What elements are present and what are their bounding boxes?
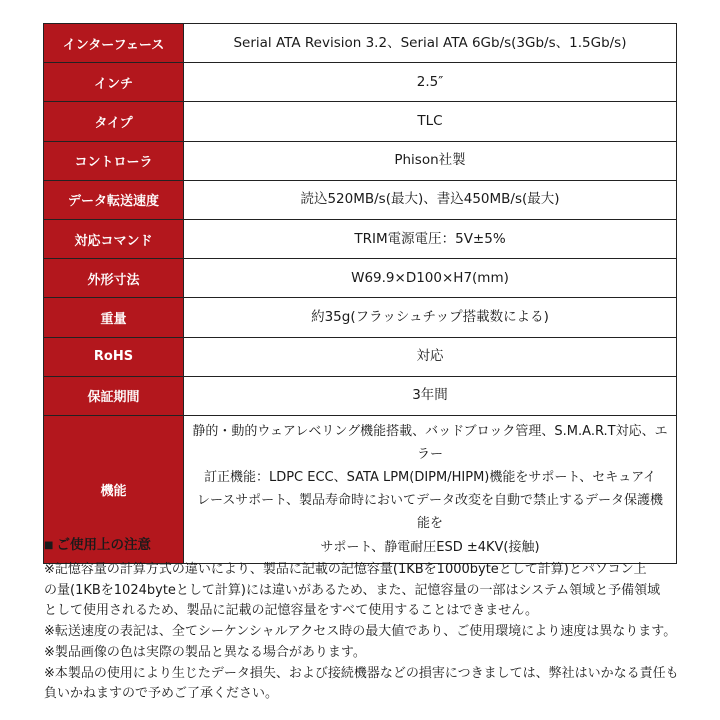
spec-value: TLC bbox=[184, 102, 677, 141]
spec-label: タイプ bbox=[44, 102, 184, 141]
feature-line: 静的・動的ウェアレベリング機能搭載、バッドブロック管理、S.M.A.R.T対応、エラー bbox=[192, 423, 668, 462]
spec-label: データ転送速度 bbox=[44, 180, 184, 219]
spec-value: 約35g(フラッシュチップ搭載数による) bbox=[184, 298, 677, 337]
note-line: 負いかねますので予めご了承ください。 bbox=[44, 686, 279, 702]
spec-row-type bbox=[44, 102, 677, 141]
notes-heading bbox=[44, 533, 684, 553]
spec-table bbox=[43, 23, 677, 564]
spec-value: Phison社製 bbox=[184, 141, 677, 180]
spec-row-transfer-speed bbox=[44, 180, 677, 219]
spec-label: RoHS bbox=[44, 337, 184, 376]
spec-row-warranty bbox=[44, 376, 677, 415]
feature-line: 訂正機能：LDPC ECC、SATA LPM(DIPM/HIPM)機能をサポート、セキュアイ bbox=[203, 470, 657, 486]
feature-line: レースサポート、製品寿命時においてデータ改変を自動で禁止するデータ保護機能を bbox=[197, 493, 663, 532]
spec-row-controller bbox=[44, 141, 677, 180]
square-bullet-icon: ■ bbox=[44, 540, 54, 551]
notes-title: ご使用上の注意 bbox=[56, 537, 151, 553]
spec-label: 重量 bbox=[44, 298, 184, 337]
spec-value: 対応 bbox=[184, 337, 677, 376]
spec-row-weight bbox=[44, 298, 677, 337]
note-line: ※転送速度の表記は、全てシーケンシャルアクセス時の最大値であり、ご使用環境により速度は異なります。 bbox=[44, 624, 677, 640]
spec-label: 対応コマンド bbox=[44, 219, 184, 258]
note-line: の量(1KBを1024byteとして計算)には違いがあるため、また、記憶容量の一部はシステム領域と予備領域 bbox=[44, 582, 661, 598]
spec-row-interface bbox=[44, 24, 677, 63]
spec-value: 読込520MB/s(最大)、書込450MB/s(最大) bbox=[184, 180, 677, 219]
spec-row-inch bbox=[44, 63, 677, 102]
feature-line: サポート、静電耐圧ESD ±4KV(接触) bbox=[320, 539, 540, 555]
spec-value: W69.9×D100×H7(mm) bbox=[184, 259, 677, 298]
spec-label: コントローラ bbox=[44, 141, 184, 180]
spec-value: Serial ATA Revision 3.2、Serial ATA 6Gb/s(3Gb/s、1.5Gb/s) bbox=[184, 24, 677, 63]
spec-value: TRIM電源電圧：5V±5% bbox=[184, 219, 677, 258]
spec-value: 3年間 bbox=[184, 376, 677, 415]
spec-label: インチ bbox=[44, 63, 184, 102]
spec-label: インターフェース bbox=[44, 24, 184, 63]
usage-notes bbox=[44, 533, 684, 705]
note-line: ※本製品の使用により生じたデータ損失、および接続機器などの損害につきましては、弊社はいかなる責任も bbox=[44, 665, 679, 681]
spec-label: 機能 bbox=[44, 415, 184, 563]
note-line: ※記憶容量の計算方式の違いにより、製品に記載の記憶容量(1KBを1000byteとして計算)とパソコン上 bbox=[44, 562, 647, 577]
spec-label: 外形寸法 bbox=[44, 259, 184, 298]
note-line: として使用されるため、製品に記載の記憶容量をすべて使用することはできません。 bbox=[44, 603, 539, 619]
spec-row-commands bbox=[44, 219, 677, 258]
spec-row-rohs bbox=[44, 337, 677, 376]
spec-value: 2.5″ bbox=[184, 63, 677, 102]
note-line: ※製品画像の色は実際の製品と異なる場合があります。 bbox=[44, 644, 366, 660]
spec-row-dimensions bbox=[44, 259, 677, 298]
spec-label: 保証期間 bbox=[44, 376, 184, 415]
